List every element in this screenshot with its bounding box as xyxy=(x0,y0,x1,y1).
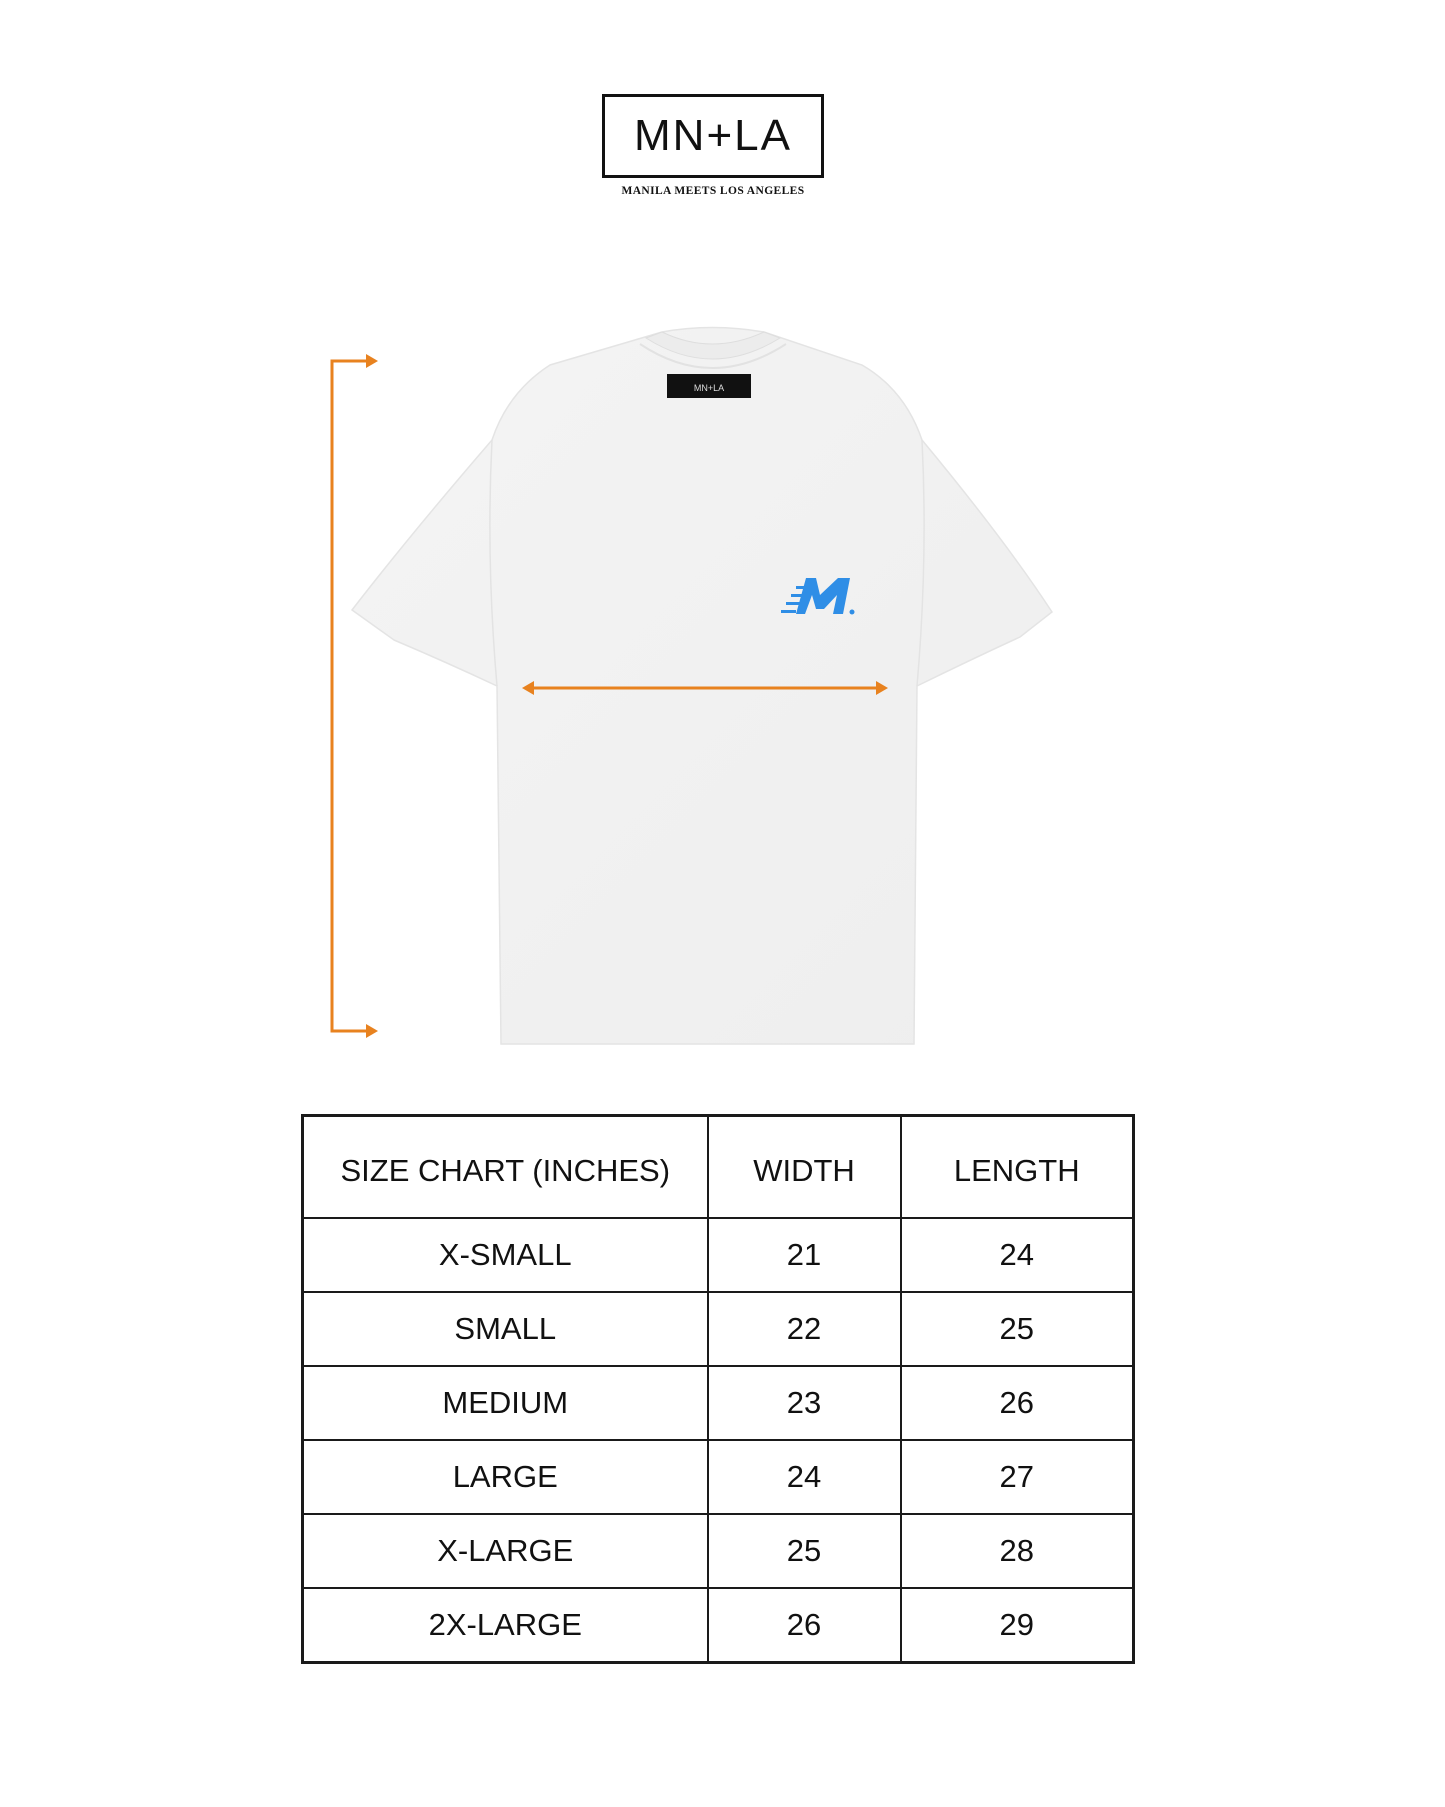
header-size-chart: SIZE CHART (INCHES) xyxy=(303,1116,708,1219)
header-length: LENGTH xyxy=(901,1116,1134,1219)
length-arrow-top xyxy=(366,354,378,368)
length-cell: 29 xyxy=(901,1588,1134,1663)
length-measure-bracket xyxy=(332,361,372,1031)
length-cell: 26 xyxy=(901,1366,1134,1440)
width-cell: 25 xyxy=(708,1514,901,1588)
size-cell: X-LARGE xyxy=(303,1514,708,1588)
table-row xyxy=(303,1218,1134,1292)
table-row xyxy=(303,1366,1134,1440)
length-arrow-bottom xyxy=(366,1024,378,1038)
width-cell: 24 xyxy=(708,1440,901,1514)
table-row xyxy=(303,1514,1134,1588)
tshirt-body xyxy=(352,328,1052,1045)
size-cell: LARGE xyxy=(303,1440,708,1514)
width-cell: 26 xyxy=(708,1588,901,1663)
table-row xyxy=(303,1588,1134,1663)
neck-label-text: MN+LA xyxy=(693,383,725,393)
length-cell: 28 xyxy=(901,1514,1134,1588)
header-width: WIDTH xyxy=(708,1116,901,1219)
width-cell: 22 xyxy=(708,1292,901,1366)
size-cell: 2X-LARGE xyxy=(303,1588,708,1663)
logo-tagline: MANILA MEETS LOS ANGELES xyxy=(621,185,805,197)
size-chart-header-row xyxy=(303,1116,1134,1219)
length-cell: 24 xyxy=(901,1218,1134,1292)
table-row xyxy=(303,1292,1134,1366)
width-cell: 21 xyxy=(708,1218,901,1292)
size-cell: X-SMALL xyxy=(303,1218,708,1292)
length-cell: 27 xyxy=(901,1440,1134,1514)
length-cell: 25 xyxy=(901,1292,1134,1366)
size-cell: MEDIUM xyxy=(303,1366,708,1440)
size-chart-table xyxy=(301,1114,1135,1664)
size-cell: SMALL xyxy=(303,1292,708,1366)
logo-wordmark: MN+LA xyxy=(602,94,824,178)
table-row xyxy=(303,1440,1134,1514)
width-cell: 23 xyxy=(708,1366,901,1440)
